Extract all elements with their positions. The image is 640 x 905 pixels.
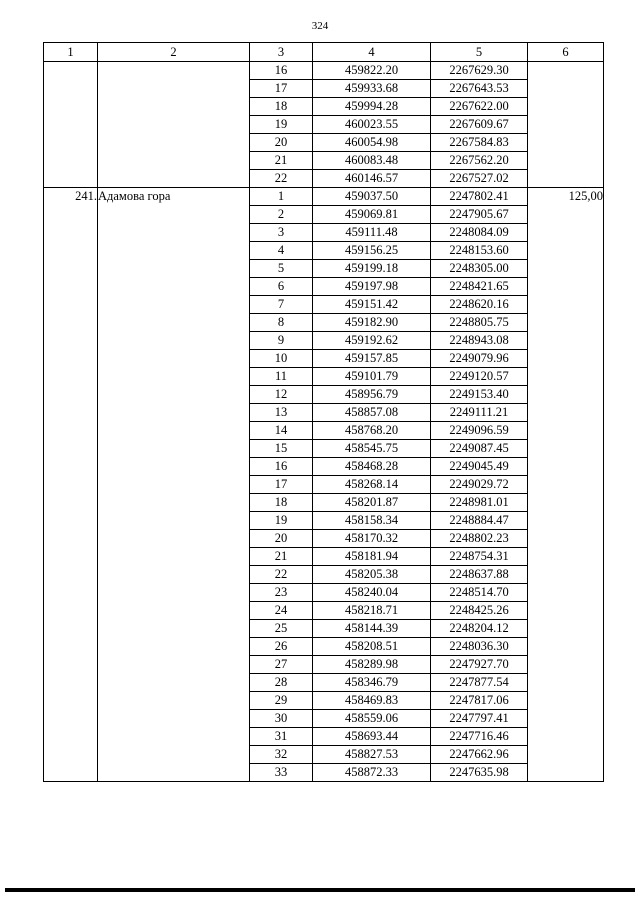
- continued-section: [44, 62, 604, 188]
- x-coordinate-cell: 460083.48: [313, 152, 431, 170]
- entry-name-cell: [98, 62, 250, 188]
- bottom-rule: [5, 888, 635, 892]
- area-cell: [528, 62, 604, 188]
- point-number-cell: 3: [250, 224, 313, 242]
- x-coordinate-cell: 459101.79: [313, 368, 431, 386]
- y-coordinate-cell: 2267622.00: [431, 98, 528, 116]
- y-coordinate-cell: 2248637.88: [431, 566, 528, 584]
- y-coordinate-cell: 2248421.65: [431, 278, 528, 296]
- point-number-cell: 15: [250, 440, 313, 458]
- x-coordinate-cell: 459151.42: [313, 296, 431, 314]
- y-coordinate-cell: 2267527.02: [431, 170, 528, 188]
- point-number-cell: 10: [250, 350, 313, 368]
- x-coordinate-cell: 459111.48: [313, 224, 431, 242]
- point-number-cell: 13: [250, 404, 313, 422]
- point-number-cell: 20: [250, 134, 313, 152]
- y-coordinate-cell: 2248805.75: [431, 314, 528, 332]
- x-coordinate-cell: 460054.98: [313, 134, 431, 152]
- y-coordinate-cell: 2248884.47: [431, 512, 528, 530]
- y-coordinate-cell: 2248802.23: [431, 530, 528, 548]
- entry-number-cell: [44, 62, 98, 188]
- point-number-cell: 21: [250, 548, 313, 566]
- x-coordinate-cell: 459822.20: [313, 62, 431, 80]
- point-number-cell: 22: [250, 170, 313, 188]
- column-header: 2: [98, 43, 250, 62]
- x-coordinate-cell: 458205.38: [313, 566, 431, 584]
- point-number-cell: 28: [250, 674, 313, 692]
- point-number-cell: 19: [250, 116, 313, 134]
- y-coordinate-cell: 2247716.46: [431, 728, 528, 746]
- table-row: [44, 188, 604, 206]
- point-number-cell: 18: [250, 494, 313, 512]
- point-number-cell: 30: [250, 710, 313, 728]
- x-coordinate-cell: 458201.87: [313, 494, 431, 512]
- point-number-cell: 16: [250, 458, 313, 476]
- column-header: 3: [250, 43, 313, 62]
- y-coordinate-cell: 2267629.30: [431, 62, 528, 80]
- x-coordinate-cell: 458545.75: [313, 440, 431, 458]
- y-coordinate-cell: 2247635.98: [431, 764, 528, 782]
- point-number-cell: 12: [250, 386, 313, 404]
- y-coordinate-cell: 2247927.70: [431, 656, 528, 674]
- x-coordinate-cell: 459037.50: [313, 188, 431, 206]
- x-coordinate-cell: 458693.44: [313, 728, 431, 746]
- point-number-cell: 20: [250, 530, 313, 548]
- x-coordinate-cell: 458468.28: [313, 458, 431, 476]
- x-coordinate-cell: 458857.08: [313, 404, 431, 422]
- point-number-cell: 22: [250, 566, 313, 584]
- point-number-cell: 18: [250, 98, 313, 116]
- x-coordinate-cell: 458768.20: [313, 422, 431, 440]
- y-coordinate-cell: 2249079.96: [431, 350, 528, 368]
- x-coordinate-cell: 458346.79: [313, 674, 431, 692]
- point-number-cell: 14: [250, 422, 313, 440]
- point-number-cell: 2: [250, 206, 313, 224]
- y-coordinate-cell: 2249111.21: [431, 404, 528, 422]
- y-coordinate-cell: 2248305.00: [431, 260, 528, 278]
- point-number-cell: 4: [250, 242, 313, 260]
- x-coordinate-cell: 459199.18: [313, 260, 431, 278]
- point-number-cell: 33: [250, 764, 313, 782]
- point-number-cell: 6: [250, 278, 313, 296]
- y-coordinate-cell: 2249029.72: [431, 476, 528, 494]
- x-coordinate-cell: 458208.51: [313, 638, 431, 656]
- y-coordinate-cell: 2247802.41: [431, 188, 528, 206]
- point-number-cell: 32: [250, 746, 313, 764]
- y-coordinate-cell: 2247877.54: [431, 674, 528, 692]
- y-coordinate-cell: 2248514.70: [431, 584, 528, 602]
- point-number-cell: 25: [250, 620, 313, 638]
- point-number-cell: 19: [250, 512, 313, 530]
- point-number-cell: 27: [250, 656, 313, 674]
- point-number-cell: 26: [250, 638, 313, 656]
- y-coordinate-cell: 2248425.26: [431, 602, 528, 620]
- x-coordinate-cell: 458956.79: [313, 386, 431, 404]
- point-number-cell: 17: [250, 80, 313, 98]
- x-coordinate-cell: 459197.98: [313, 278, 431, 296]
- point-number-cell: 24: [250, 602, 313, 620]
- point-number-cell: 23: [250, 584, 313, 602]
- y-coordinate-cell: 2248943.08: [431, 332, 528, 350]
- y-coordinate-cell: 2267643.53: [431, 80, 528, 98]
- column-header: 6: [528, 43, 604, 62]
- column-number-row: [44, 43, 604, 62]
- y-coordinate-cell: 2247797.41: [431, 710, 528, 728]
- x-coordinate-cell: 458144.39: [313, 620, 431, 638]
- y-coordinate-cell: 2248620.16: [431, 296, 528, 314]
- x-coordinate-cell: 459994.28: [313, 98, 431, 116]
- point-number-cell: 9: [250, 332, 313, 350]
- x-coordinate-cell: 458559.06: [313, 710, 431, 728]
- y-coordinate-cell: 2248981.01: [431, 494, 528, 512]
- y-coordinate-cell: 2249153.40: [431, 386, 528, 404]
- x-coordinate-cell: 458181.94: [313, 548, 431, 566]
- y-coordinate-cell: 2248754.31: [431, 548, 528, 566]
- point-number-cell: 8: [250, 314, 313, 332]
- y-coordinate-cell: 2247905.67: [431, 206, 528, 224]
- point-number-cell: 11: [250, 368, 313, 386]
- x-coordinate-cell: 459157.85: [313, 350, 431, 368]
- y-coordinate-cell: 2248084.09: [431, 224, 528, 242]
- x-coordinate-cell: 458872.33: [313, 764, 431, 782]
- entry-name-cell: Адамова гора: [98, 188, 250, 782]
- point-number-cell: 1: [250, 188, 313, 206]
- x-coordinate-cell: 458170.32: [313, 530, 431, 548]
- x-coordinate-cell: 458827.53: [313, 746, 431, 764]
- coordinates-table: [43, 42, 604, 782]
- y-coordinate-cell: 2249120.57: [431, 368, 528, 386]
- y-coordinate-cell: 2249087.45: [431, 440, 528, 458]
- x-coordinate-cell: 460023.55: [313, 116, 431, 134]
- point-number-cell: 31: [250, 728, 313, 746]
- entry-number-cell: 241.: [44, 188, 98, 782]
- x-coordinate-cell: 458268.14: [313, 476, 431, 494]
- column-header: 1: [44, 43, 98, 62]
- y-coordinate-cell: 2249096.59: [431, 422, 528, 440]
- entry-section: [44, 188, 604, 782]
- y-coordinate-cell: 2267562.20: [431, 152, 528, 170]
- point-number-cell: 7: [250, 296, 313, 314]
- area-cell: 125,00: [528, 188, 604, 782]
- x-coordinate-cell: 459069.81: [313, 206, 431, 224]
- page-number: 324: [311, 20, 329, 32]
- x-coordinate-cell: 458469.83: [313, 692, 431, 710]
- point-number-cell: 5: [250, 260, 313, 278]
- x-coordinate-cell: 459933.68: [313, 80, 431, 98]
- point-number-cell: 17: [250, 476, 313, 494]
- x-coordinate-cell: 459182.90: [313, 314, 431, 332]
- y-coordinate-cell: 2267609.67: [431, 116, 528, 134]
- x-coordinate-cell: 458158.34: [313, 512, 431, 530]
- x-coordinate-cell: 460146.57: [313, 170, 431, 188]
- table-row: [44, 62, 604, 80]
- x-coordinate-cell: 458289.98: [313, 656, 431, 674]
- point-number-cell: 21: [250, 152, 313, 170]
- x-coordinate-cell: 459156.25: [313, 242, 431, 260]
- y-coordinate-cell: 2267584.83: [431, 134, 528, 152]
- x-coordinate-cell: 459192.62: [313, 332, 431, 350]
- column-header: 4: [313, 43, 431, 62]
- x-coordinate-cell: 458218.71: [313, 602, 431, 620]
- point-number-cell: 16: [250, 62, 313, 80]
- column-header: 5: [431, 43, 528, 62]
- point-number-cell: 29: [250, 692, 313, 710]
- y-coordinate-cell: 2247817.06: [431, 692, 528, 710]
- y-coordinate-cell: 2247662.96: [431, 746, 528, 764]
- x-coordinate-cell: 458240.04: [313, 584, 431, 602]
- y-coordinate-cell: 2248204.12: [431, 620, 528, 638]
- y-coordinate-cell: 2249045.49: [431, 458, 528, 476]
- y-coordinate-cell: 2248036.30: [431, 638, 528, 656]
- y-coordinate-cell: 2248153.60: [431, 242, 528, 260]
